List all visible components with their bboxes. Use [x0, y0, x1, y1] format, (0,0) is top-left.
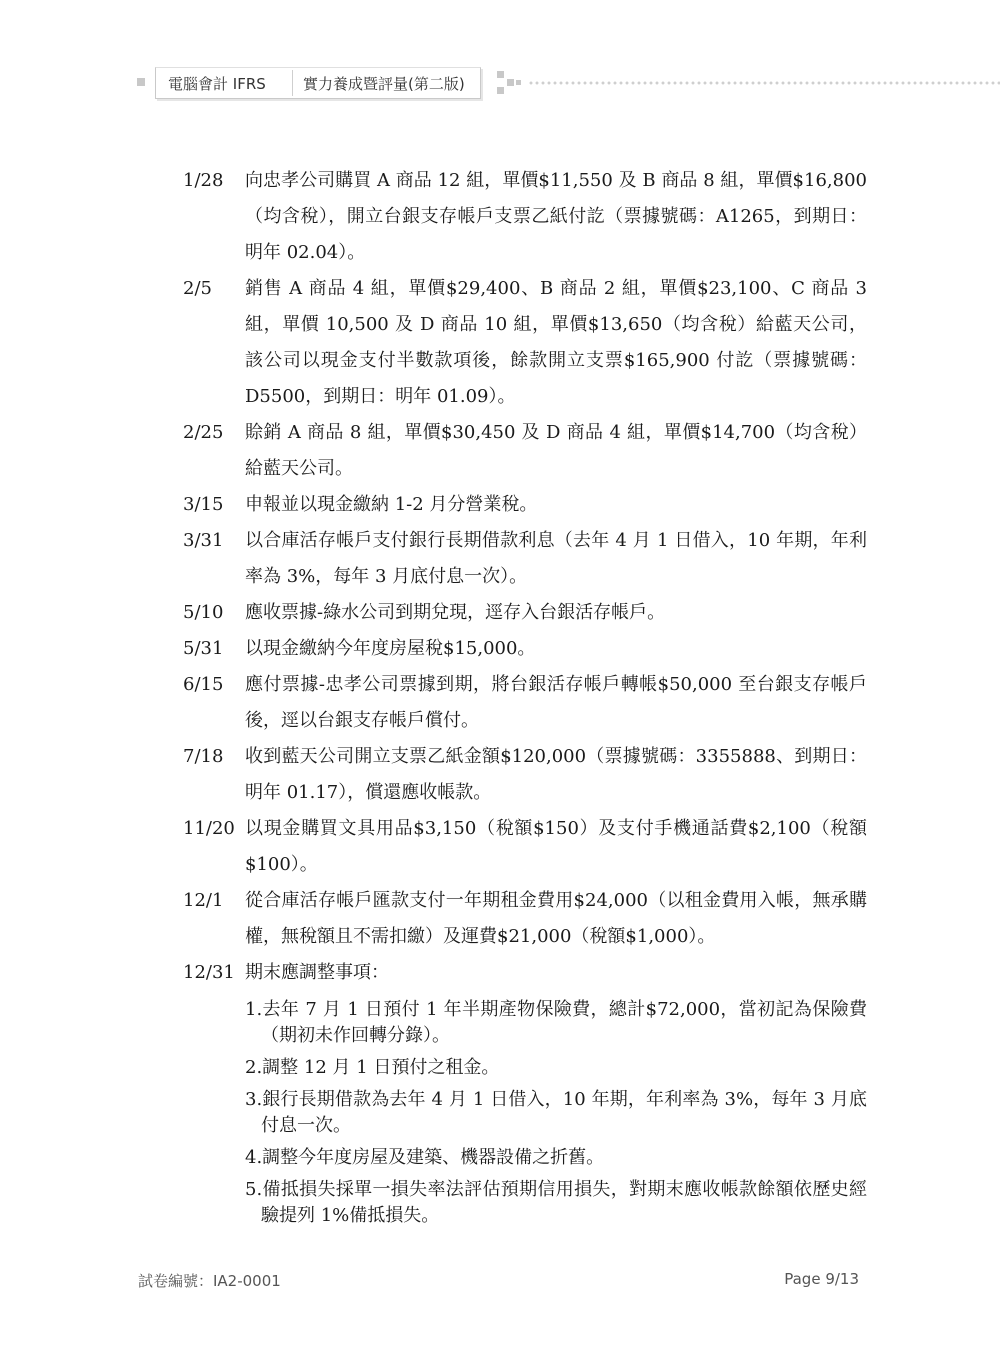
entry-date: 2/5	[183, 278, 212, 299]
entry-date: 3/15	[183, 494, 224, 515]
entry-date: 1/28	[183, 170, 224, 191]
entry-text: 以合庫活存帳戶支付銀行長期借款利息（去年 4 月 1 日借入，10 年期，年利率為 3%，每年 3 月底付息一次）。	[245, 530, 867, 587]
header-square-4	[516, 80, 521, 85]
entry-text: 應收票據-綠水公司到期兌現，逕存入台銀活存帳戶。	[245, 602, 666, 623]
entry-text: 銷售 A 商品 4 組，單價$29,400、B 商品 2 組，單價$23,100、C 商品 3 組，單價 10,500 及 D 商品 10 組，單價$13,650（均含稅）給藍天公司，該公司以現金支付半數款項後，餘款開立支票$165,900 付訖（票據號碼：D5500，到期日：明年 01.09）。	[245, 278, 867, 407]
entry-date: 12/31	[183, 962, 235, 983]
transaction-entry	[183, 811, 867, 883]
transaction-entry	[183, 595, 867, 631]
header-square-1	[497, 71, 504, 78]
header-tab	[155, 67, 481, 99]
transaction-entry	[183, 667, 867, 739]
transaction-entry	[183, 955, 867, 991]
book-subtitle: 實力養成暨評量(第二版)	[303, 74, 465, 93]
entry-date: 2/25	[183, 422, 224, 443]
transaction-entry	[183, 487, 867, 523]
entry-text: 以現金購買文具用品$3,150（稅額$150）及支付手機通話費$2,100（稅額$100）。	[245, 818, 867, 875]
entry-text: 期末應調整事項：	[245, 962, 389, 983]
entry-date: 5/31	[183, 638, 224, 659]
entry-text: 以現金繳納今年度房屋稅$15,000。	[245, 638, 536, 659]
entry-date: 6/15	[183, 674, 224, 695]
transaction-entry	[183, 271, 867, 415]
transaction-entry	[183, 415, 867, 487]
book-title: 電腦會計 IFRS	[168, 74, 266, 93]
header-square-2	[507, 79, 514, 86]
entry-date: 5/10	[183, 602, 224, 623]
header-square-3	[497, 87, 504, 94]
transaction-entry	[183, 883, 867, 955]
adjustment-item: 5.備抵損失採單一損失率法評估預期信用損失，對期末應收帳款餘額依歷史經驗提列 1%備抵損失。	[245, 1179, 867, 1226]
header-square-left	[137, 78, 145, 86]
adjustment-item: 4.調整今年度房屋及建築、機器設備之折舊。	[245, 1147, 605, 1168]
header-dotted-line	[528, 81, 1000, 85]
transaction-entry	[183, 739, 867, 811]
entry-date: 11/20	[183, 818, 235, 839]
adjustment-item: 2.調整 12 月 1 日預付之租金。	[245, 1057, 500, 1078]
transaction-list	[183, 163, 867, 1229]
transaction-entry	[183, 163, 867, 271]
exam-code: 試卷編號：IA2-0001	[138, 1272, 281, 1290]
entry-date: 12/1	[183, 890, 224, 911]
entry-text: 應付票據-忠孝公司票據到期，將台銀活存帳戶轉帳$50,000 至台銀支存帳戶後，逕以台銀支存帳戶償付。	[245, 674, 867, 731]
entry-text: 向忠孝公司購買 A 商品 12 組，單價$11,550 及 B 商品 8 組，單價$16,800（均含稅），開立台銀支存帳戶支票乙紙付訖（票據號碼：A1265，到期日：明年 02.04）。	[245, 170, 867, 263]
entry-text: 申報並以現金繳納 1-2 月分營業稅。	[245, 494, 538, 515]
entry-text: 收到藍天公司開立支票乙紙金額$120,000（票據號碼：3355888、到期日：明年 01.17），償還應收帳款。	[245, 746, 867, 803]
transaction-entry	[183, 523, 867, 595]
page-number: Page 9/13	[784, 1270, 859, 1288]
adjustment-item: 3.銀行長期借款為去年 4 月 1 日借入，10 年期，年利率為 3%，每年 3 月底付息一次。	[245, 1089, 867, 1136]
entry-date: 3/31	[183, 530, 224, 551]
entry-text: 賒銷 A 商品 8 組，單價$30,450 及 D 商品 4 組，單價$14,700（均含稅）給藍天公司。	[245, 422, 867, 479]
entry-text: 從合庫活存帳戶匯款支付一年期租金費用$24,000（以租金費用入帳，無承購權，無稅額且不需扣繳）及運費$21,000（稅額$1,000）。	[245, 890, 867, 947]
adjustment-item: 1.去年 7 月 1 日預付 1 年半期產物保險費，總計$72,000，當初記為保險費（期初未作回轉分錄）。	[245, 999, 867, 1046]
adjustment-list	[245, 997, 867, 1229]
entry-date: 7/18	[183, 746, 224, 767]
transaction-entry	[183, 631, 867, 667]
